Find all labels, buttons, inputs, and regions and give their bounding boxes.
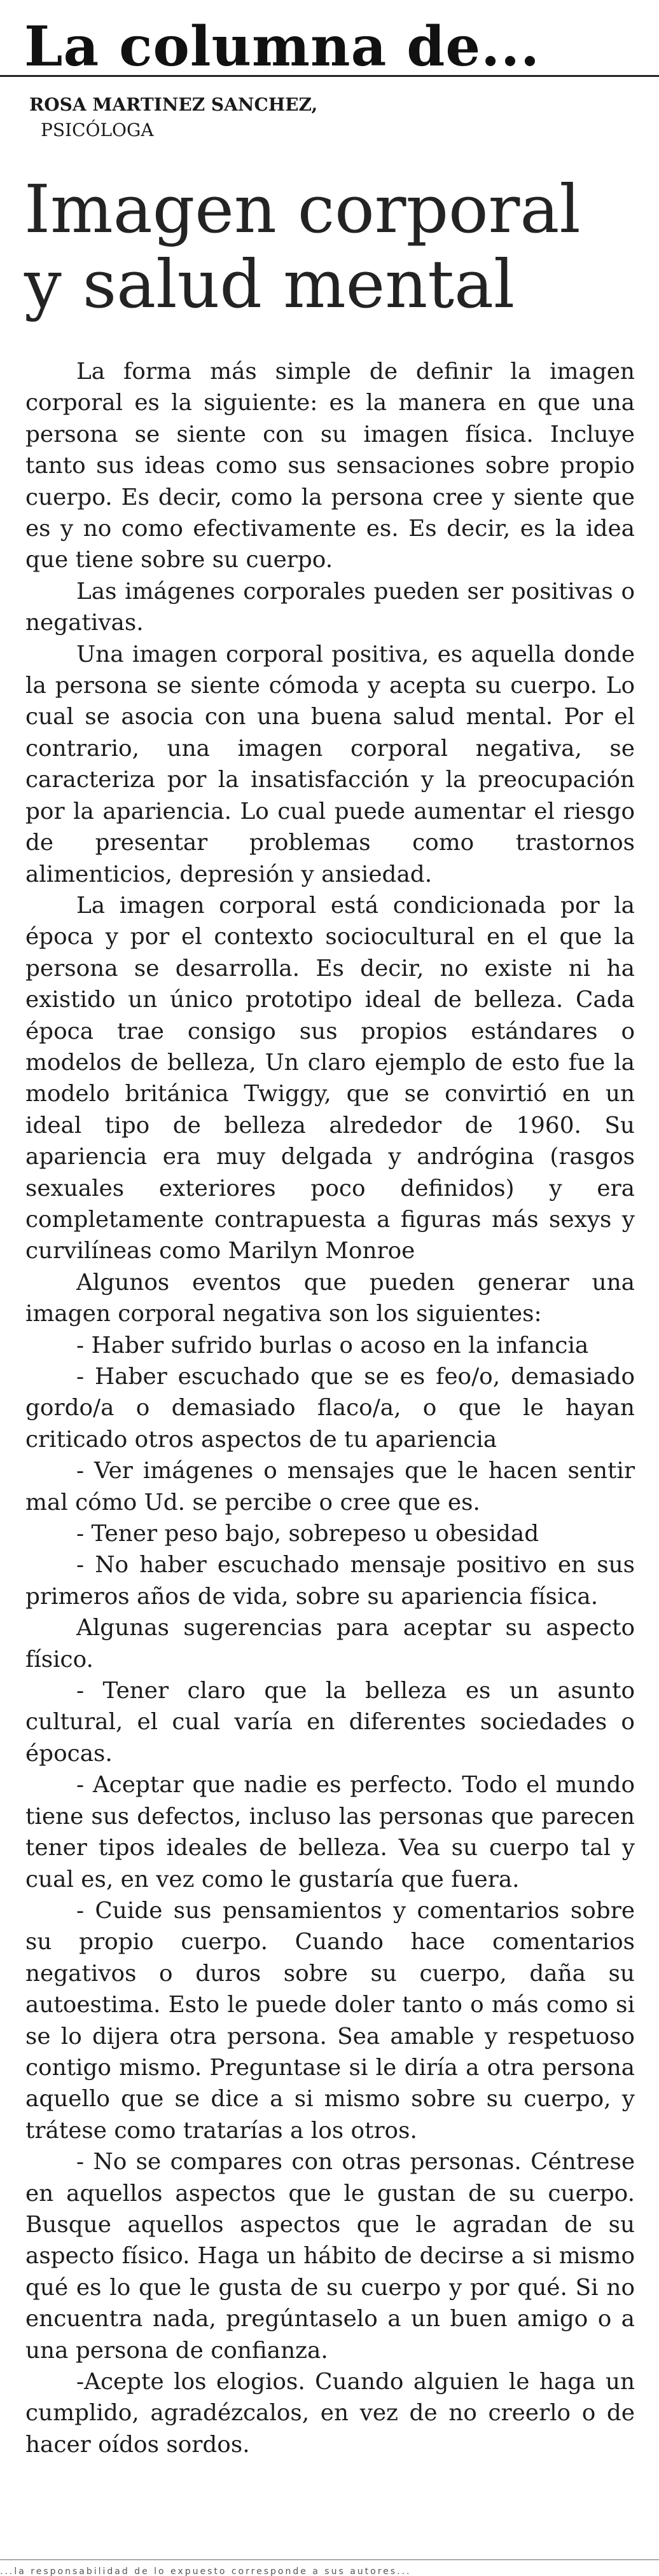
- author-name: ROSA MARTINEZ SANCHEZ,: [29, 94, 318, 115]
- footer-rule: [0, 2559, 659, 2560]
- list-item: - Haber sufrido burlas o acoso en la infancia: [76, 1332, 589, 1359]
- article-headline: Imagen corporal y salud mental: [24, 170, 581, 323]
- list-item: - Haber escuchado que se es feo/o, demasiado gordo/a o demasiado flaco/a, o que le hayan criticado otros aspectos de tu apariencia: [25, 1364, 635, 1453]
- list-item: -Acepte los elogios. Cuando alguien le haga un cumplido, agradézcalos, en vez de no creerlo o de hacer oídos sordos.: [25, 2369, 635, 2458]
- header-rule: [0, 75, 659, 77]
- article-paragraph: La forma más simple de definir la imagen corporal es la siguiente: es la manera en que una persona se siente con su imagen física. Incluye tanto sus ideas como sus sensaciones sobre propio cuerpo. Es decir, como la persona cree y siente que es y no como efectivamente es. Es decir, es la idea que tiene sobre su cuerpo.: [25, 359, 635, 573]
- list-item: - Cuide sus pensamientos y comentarios sobre su propio cuerpo. Cuando hace comentarios negativos o duros sobre su cuerpo, daña su autoestima. Esto le puede doler tanto o más como si se lo dijera otra persona. Sea amable y respetuoso contigo mismo. Preguntase si le diría a otra persona aquello que se dice a si mismo sobre su cuerpo, y trátese como tratarías a los otros.: [25, 1897, 635, 2144]
- column-header: [24, 14, 656, 80]
- article-paragraph: Una imagen corporal positiva, es aquella donde la persona se siente cómoda y acepta su cuerpo. Lo cual se asocia con una buena salud mental. Por el contrario, una imagen corporal negativa, se caracteriza por la insatisfacción y la preocupación por la apariencia. Lo cual puede aumentar el riesgo de presentar problemas como trastornos alimenticios, depresión y ansiedad.: [25, 641, 635, 887]
- article-paragraph: Las imágenes corporales pueden ser positivas o negativas.: [25, 578, 635, 636]
- list-item: - Aceptar que nadie es perfecto. Todo el mundo tiene sus defectos, incluso las personas que parecen tener tipos ideales de belleza. Vea su cuerpo tal y cual es, en vez como le gustaría que fuera.: [25, 1772, 635, 1893]
- list-item: - No se compares con otras personas. Céntrese en aquellos aspectos que le gustan de su cuerpo. Busque aquellos aspectos que le agradan de su aspecto físico. Haga un hábito de decirse a si mismo qué es lo que le gusta de su cuerpo y por qué. Si no encuentra nada, pregúntaselo a un buen amigo o a una persona de confianza.: [25, 2149, 635, 2364]
- footer-note: ...la responsabilidad de lo expuesto corresponde a sus autores...: [0, 2566, 412, 2576]
- article-paragraph: La imagen corporal está condicionada por la época y por el contexto sociocultural en el que la persona se desarrolla. Es decir, no existe ni ha existido un único prototipo ideal de belleza. Cada época trae consigo sus propios estándares o modelos de belleza, Un claro ejemplo de esto fue la modelo británica Twiggy, que se convirtió en un ideal tipo de belleza alrededor de 1960. Su apariencia era muy delgada y andrógina (rasgos sexuales exteriores poco definidos) y era completamente contrapuesta a figuras más sexys y curvilíneas como Marilyn Monroe: [25, 892, 635, 1264]
- list-item: - Ver imágenes o mensajes que le hacen sentir mal cómo Ud. se percibe o cree que es.: [25, 1458, 635, 1516]
- article-body: [25, 356, 635, 2460]
- list-item: - Tener claro que la belleza es un asunto cultural, el cual varía en diferentes sociedades o épocas.: [25, 1678, 635, 1767]
- author-role: PSICÓLOGA: [41, 120, 154, 140]
- list-item: - Tener peso bajo, sobrepeso u obesidad: [76, 1521, 539, 1547]
- list-item: - No haber escuchado mensaje positivo en sus primeros años de vida, sobre su apariencia física.: [25, 1552, 635, 1610]
- section-title: La columna de...: [24, 15, 540, 79]
- article-paragraph: Algunas sugerencias para aceptar su aspecto físico.: [25, 1615, 635, 1673]
- article-paragraph: Algunos eventos que pueden generar una imagen corporal negativa son los siguientes:: [25, 1269, 635, 1327]
